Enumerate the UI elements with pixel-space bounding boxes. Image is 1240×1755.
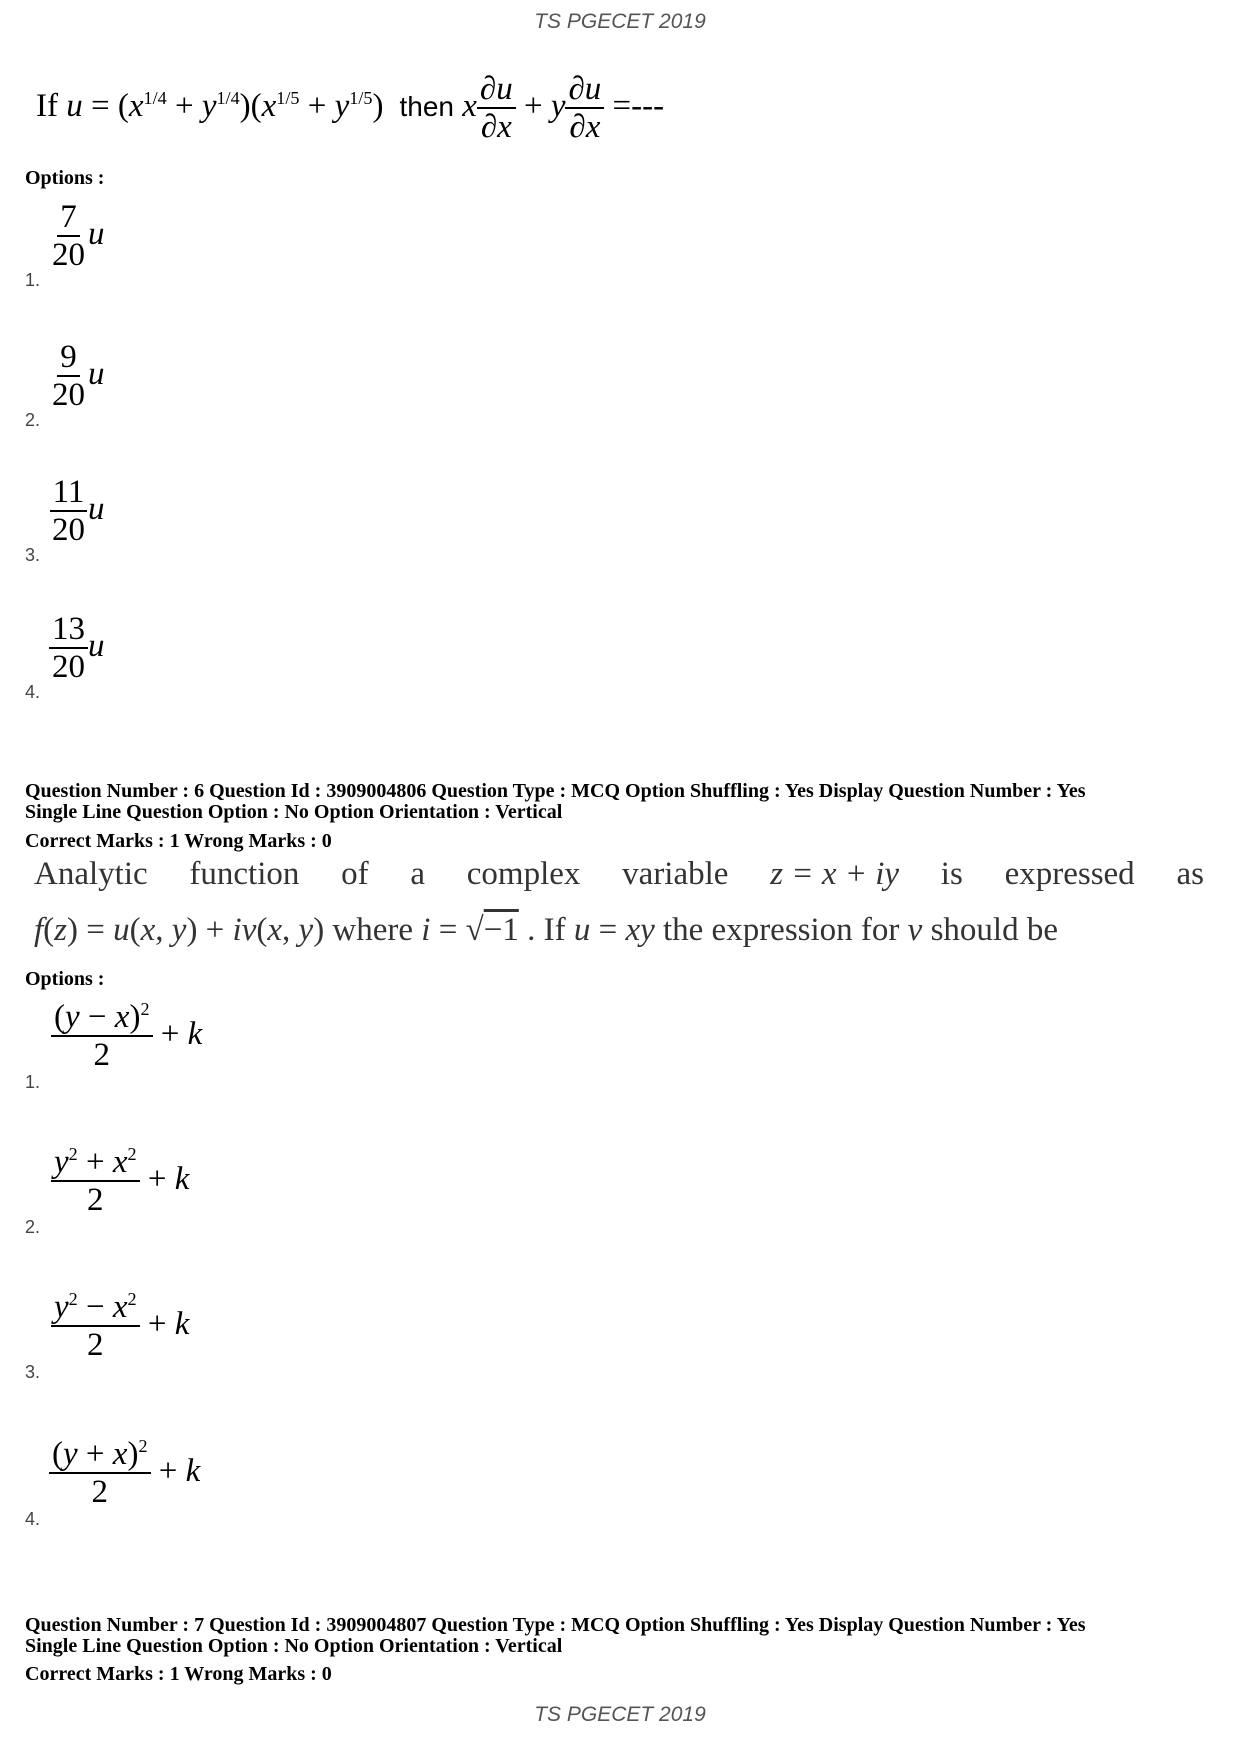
denominator: 20: [52, 236, 85, 273]
q6-meta-line-1: Question Number : 6 Question Id : 3909004806 Question Type : MCQ Option Shuffling : Yes Display Question Number : Yes: [25, 780, 1086, 802]
q6-options-label: Options :: [25, 968, 105, 990]
variable: u: [88, 216, 105, 253]
question-5-formula: If $u = (x^{1/4} + y^{1/4})(x^{1/5} + y^{1/5})$ then x $\frac{\partial u}{\partial x}$ + y $\frac{\partial u}{\partial x}$ =---: [36, 71, 665, 145]
option-number: 2.: [25, 1217, 41, 1237]
numerator: 13: [49, 612, 88, 649]
option-number: 1.: [25, 270, 41, 290]
denominator: 20: [52, 648, 85, 685]
option-number: 2.: [25, 410, 41, 430]
numerator: 11: [50, 475, 88, 512]
variable: u: [88, 628, 105, 665]
page-header: TS PGECET 2019: [534, 10, 706, 33]
q6-text-line-2: f(z) = u(x, y) + iv(x, y) where i = √−1 . If u = xy the expression for v should be: [34, 912, 1058, 948]
variable: u: [88, 356, 105, 393]
option-number: 4.: [25, 1509, 41, 1529]
q7-meta-line-2: Single Line Question Option : No Option Orientation : Vertical: [25, 1635, 563, 1657]
if-word: If: [36, 88, 58, 125]
page-footer: TS PGECET 2019: [534, 1703, 706, 1726]
denominator: 20: [52, 511, 85, 548]
q6-meta-line-2: Single Line Question Option : No Option Orientation : Vertical: [25, 801, 563, 823]
option-number: 3.: [25, 545, 41, 565]
q6-text-line-1: Analytic function of a complex variable z = x + iy is expressed as: [34, 856, 1204, 892]
q7-marks: Correct Marks : 1 Wrong Marks : 0: [25, 1663, 332, 1685]
option-number: 4.: [25, 682, 41, 702]
options-label: Options :: [25, 167, 105, 189]
option-number: 3.: [25, 1362, 41, 1382]
option-number: 1.: [25, 1072, 41, 1092]
q7-meta-line-1: Question Number : 7 Question Id : 3909004807 Question Type : MCQ Option Shuffling : Yes Display Question Number : Yes: [25, 1614, 1086, 1636]
denominator: 20: [52, 376, 85, 413]
numerator: 7: [57, 200, 80, 237]
q6-marks: Correct Marks : 1 Wrong Marks : 0: [25, 830, 332, 852]
variable: u: [88, 491, 105, 528]
numerator: 9: [57, 340, 80, 377]
